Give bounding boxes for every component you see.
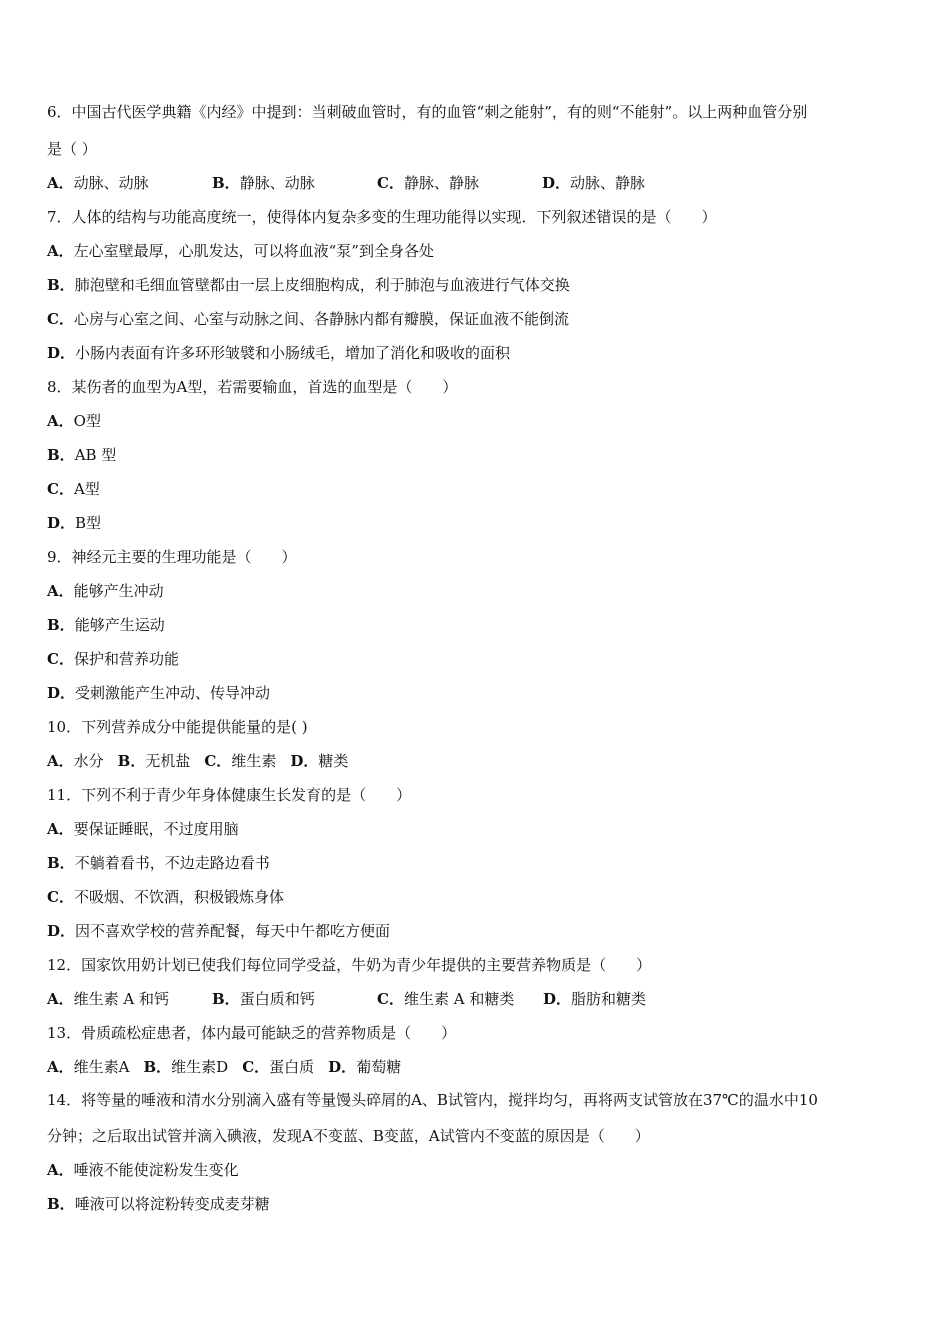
question-7-stem: 7．人体的结构与功能高度统一，使得体内复杂多变的生理功能得以实现．下列叙述错误的是（ ）	[47, 208, 717, 226]
option-a: A．动脉、动脉	[47, 174, 149, 192]
question-7-option-c: C．心房与心室之间、心室与动脉之间、各静脉内都有瓣膜，保证血液不能倒流	[47, 310, 569, 328]
question-6-options	[47, 173, 907, 193]
question-8-option-c: C．A型	[47, 480, 100, 498]
option-c: C．蛋白质	[242, 1058, 315, 1076]
option-b: B．无机盐	[117, 752, 191, 770]
option-a: A．维生素A	[47, 1058, 130, 1076]
question-7-option-b: B．肺泡壁和毛细血管壁都由一层上皮细胞构成，利于肺泡与血液进行气体交换	[47, 276, 570, 294]
question-13-stem: 13．骨质疏松症患者，体内最可能缺乏的营养物质是（ ）	[47, 1024, 457, 1042]
option-a: A．维生素 A 和钙	[47, 990, 170, 1008]
question-7-option-d: D．小肠内表面有许多环形皱襞和小肠绒毛，增加了消化和吸收的面积	[47, 344, 511, 362]
question-11-option-c: C．不吸烟、不饮酒，积极锻炼身体	[47, 888, 284, 906]
option-b: B．蛋白质和钙	[212, 990, 315, 1008]
question-14-stem-line-2: 分钟；之后取出试管并滴入碘液，发现A不变蓝、B变蓝，A试管内不变蓝的原因是（ ）	[47, 1127, 650, 1145]
question-11-option-b: B．不躺着看书，不边走路边看书	[47, 854, 270, 872]
question-11-option-a: A．要保证睡眠，不过度用脑	[47, 820, 239, 838]
option-c: C．维生素	[204, 752, 277, 770]
option-d: D．脂肪和糖类	[543, 990, 647, 1008]
question-9-option-a: A．能够产生冲动	[47, 582, 164, 600]
question-8-option-d: D．B型	[47, 514, 102, 532]
option-c: C．维生素 A 和糖类	[377, 990, 515, 1008]
question-9-stem: 9．神经元主要的生理功能是（ ）	[47, 548, 297, 566]
question-9-option-c: C．保护和营养功能	[47, 650, 179, 668]
question-6-stem-line-2: 是（ ）	[47, 140, 97, 158]
option-b: B．静脉、动脉	[212, 174, 315, 192]
question-14-option-b: B．唾液可以将淀粉转变成麦芽糖	[47, 1195, 270, 1213]
question-9-option-d: D．受刺激能产生冲动、传导冲动	[47, 684, 271, 702]
question-11-option-d: D．因不喜欢学校的营养配餐，每天中午都吃方便面	[47, 922, 391, 940]
option-c: C．静脉、静脉	[377, 174, 479, 192]
question-13-options	[47, 1057, 907, 1077]
question-14-option-a: A．唾液不能使淀粉发生变化	[47, 1161, 239, 1179]
option-d: D．葡萄糖	[328, 1058, 402, 1076]
question-12-options	[47, 989, 907, 1009]
option-d: D．糖类	[290, 752, 349, 770]
question-9-option-b: B．能够产生运动	[47, 616, 165, 634]
question-8-option-a: A．O型	[47, 412, 101, 430]
question-8-option-b: B．AB 型	[47, 446, 117, 464]
question-8-stem: 8．某伤者的血型为A型，若需要输血，首选的血型是（ ）	[47, 378, 458, 396]
option-d: D．动脉、静脉	[542, 174, 646, 192]
question-14-stem-line-1: 14．将等量的唾液和清水分别滴入盛有等量馒头碎屑的A、B试管内，搅拌均匀，再将两支试管放在37℃的温水中10	[47, 1091, 818, 1109]
question-12-stem: 12．国家饮用奶计划已使我们每位同学受益，牛奶为青少年提供的主要营养物质是（ ）	[47, 956, 652, 974]
question-11-stem: 11．下列不利于青少年身体健康生长发育的是（ ）	[47, 786, 412, 804]
question-7-option-a: A．左心室壁最厚，心肌发达，可以将血液“泵”到全身各处	[47, 242, 434, 260]
option-b: B．维生素D	[143, 1058, 229, 1076]
question-10-stem: 10．下列营养成分中能提供能量的是( )	[47, 718, 308, 736]
question-10-options	[47, 751, 907, 771]
option-a: A．水分	[47, 752, 104, 770]
question-6-stem-line-1: 6．中国古代医学典籍《内经》中提到：当刺破血管时，有的血管“刺之能射”，有的则“不能射”。以上两种血管分别	[47, 103, 808, 121]
